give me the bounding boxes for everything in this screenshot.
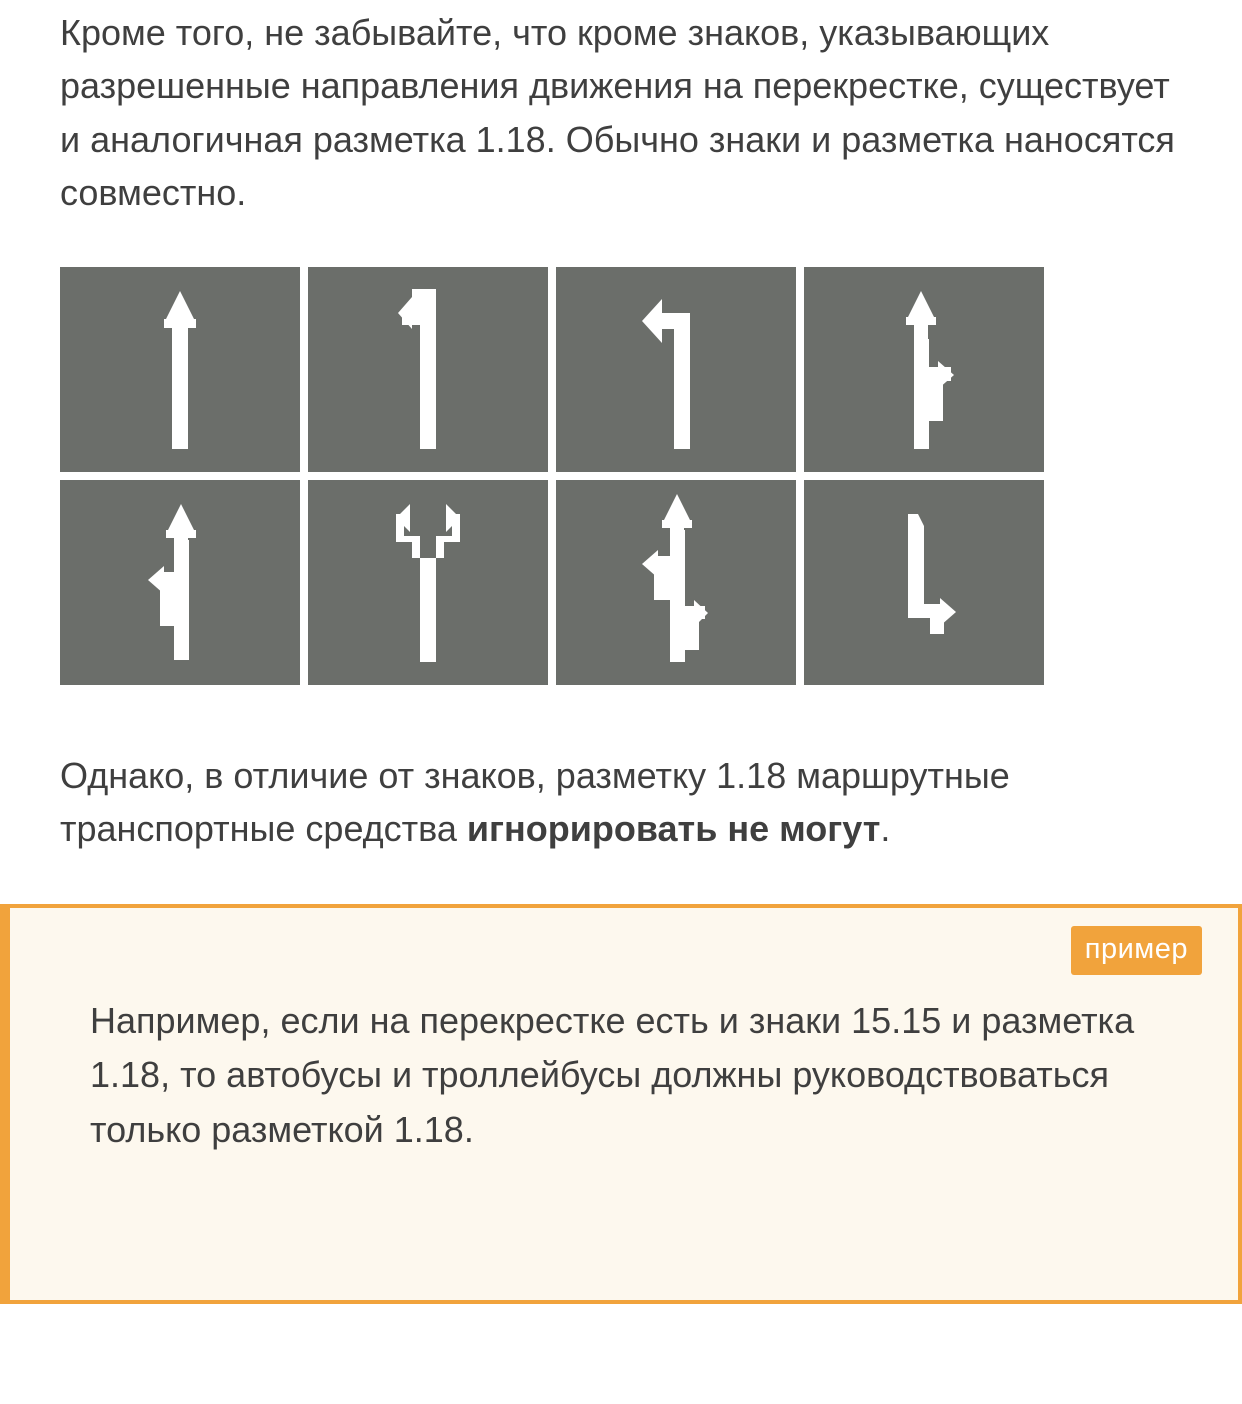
tile-left-right [308,480,548,685]
arrow-left-icon [556,267,796,472]
example-callout-wrapper [0,904,1242,1304]
example-callout [0,904,1242,1304]
marking-examples-grid [0,267,1128,685]
paragraph-exception-part1: Однако, в отличие от знаков, разметку 1.18 маршрутные транспортные средства [60,755,1010,850]
example-badge: пример [1071,926,1202,975]
paragraph-exception-part2: . [880,808,891,850]
tile-straight-right [804,267,1044,472]
example-text: Например, если на перекрестке есть и знаки 15.15 и разметка 1.18, то автобусы и троллейбусы должны руководствоваться только разметкой 1.18. [90,999,1135,1151]
arrow-straight-left-right-icon [556,480,796,685]
tile-left [556,267,796,472]
tile-straight [60,267,300,472]
arrow-straight-left-icon [308,267,548,472]
tile-straight-left-right [556,480,796,685]
arrow-right-icon [804,480,1044,685]
arrow-left-right-icon [308,480,548,685]
arrow-straight-icon [60,267,300,472]
tile-right [804,480,1044,685]
paragraph-exception-bold: игнорировать не могут [466,808,881,850]
tile-straight-left [308,267,548,472]
tile-straight-right-2 [60,480,300,685]
arrow-straight-right-icon [804,267,1044,472]
paragraph-intro: Кроме того, не забывайте, что кроме знаков, указывающих разрешенные направления движения на перекрестке, существует и аналогичная разметка 1.18. Обычно знаки и разметка наносятся совместно. [60,12,1175,213]
paragraph-exception [0,749,1242,856]
arrow-straight-right-2-icon [60,480,300,685]
